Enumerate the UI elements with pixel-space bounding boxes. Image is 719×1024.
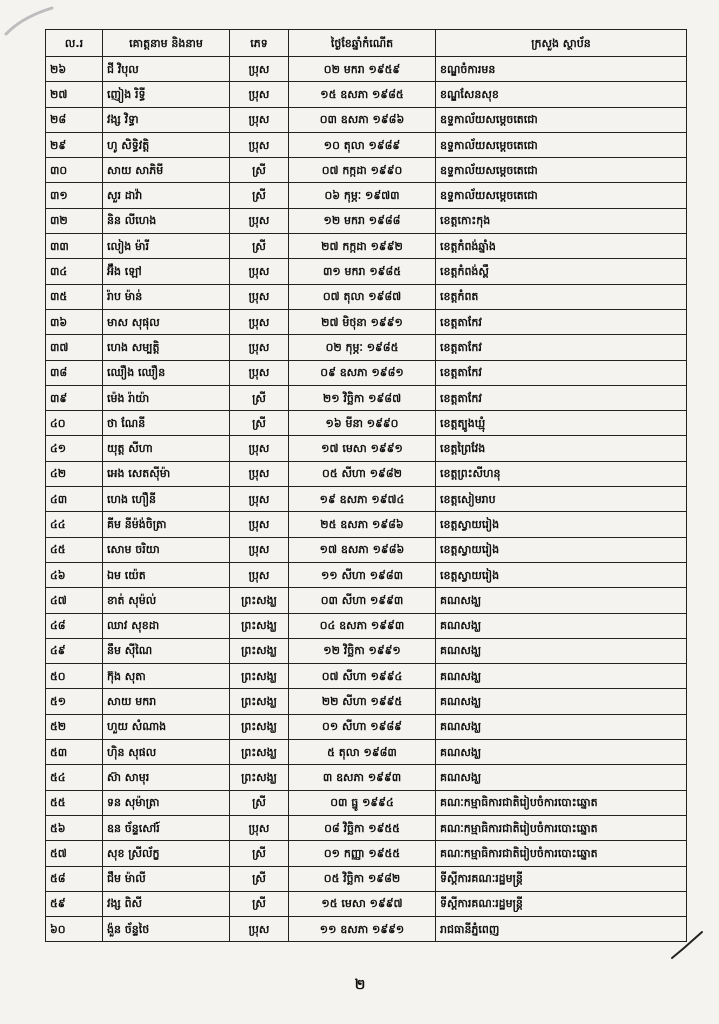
table-row — [46, 309, 687, 334]
table-row — [46, 487, 687, 512]
cell-no: ៥១ — [46, 689, 103, 714]
cell-no: ៣១ — [46, 183, 103, 208]
cell-dob: ០៩ ឧសភា ១៩៨១ — [289, 360, 436, 385]
cell-dob: ០១ សីហា ១៩៨៩ — [289, 714, 436, 739]
cell-org: ខណ្ឌចំការមន — [436, 57, 687, 82]
pen-tick-mark — [670, 928, 704, 962]
cell-org: ខេត្តស្វាយរៀង — [436, 537, 687, 562]
cell-org: គណសង្ឃ — [436, 613, 687, 638]
cell-sex: ប្រុស — [230, 360, 289, 385]
cell-org: គណសង្ឃ — [436, 740, 687, 765]
cell-no: ៤៩ — [46, 638, 103, 663]
table-row — [46, 866, 687, 891]
cell-name: ង៉ួន ច័ន្ទថៃ — [103, 917, 230, 942]
cell-org: ខេត្តកំពត — [436, 284, 687, 309]
cell-dob: ០២ មករា ១៩៥៩ — [289, 57, 436, 82]
cell-sex: ព្រះសង្ឃ — [230, 689, 289, 714]
cell-no: ៤៦ — [46, 562, 103, 587]
table-row — [46, 411, 687, 436]
cell-no: ៥៦ — [46, 815, 103, 840]
cell-no: ៥៧ — [46, 841, 103, 866]
cell-org: រាជធានីភ្នំពេញ — [436, 917, 687, 942]
cell-dob: ១៦ មីនា ១៩៩០ — [289, 411, 436, 436]
cell-org: ខេត្តព្រៃវែង — [436, 436, 687, 461]
cell-name: មាស សុផុល — [103, 309, 230, 334]
cell-dob: ០១ កញ្ញា ១៩៥៥ — [289, 841, 436, 866]
table-row — [46, 790, 687, 815]
table-row — [46, 461, 687, 486]
cell-org: គណសង្ឃ — [436, 588, 687, 613]
table-row — [46, 537, 687, 562]
cell-sex: ស្រី — [230, 183, 289, 208]
table-row — [46, 841, 687, 866]
cell-dob: ១៧ ឧសភា ១៩៨៦ — [289, 537, 436, 562]
cell-sex: ប្រុស — [230, 512, 289, 537]
cell-sex: ព្រះសង្ឃ — [230, 638, 289, 663]
table-row — [46, 234, 687, 259]
cell-sex: ប្រុស — [230, 57, 289, 82]
cell-org: ខេត្តកំពង់ឆ្នាំង — [436, 234, 687, 259]
cell-name: ឯម យ៉េត — [103, 562, 230, 587]
table-row — [46, 107, 687, 132]
cell-name: ឧន ច័ន្ទសៅរ៍ — [103, 815, 230, 840]
cell-org: ខេត្តតាកែវ — [436, 335, 687, 360]
cell-name: សាយ សាភិមី — [103, 158, 230, 183]
cell-name: វង្ស វិទ្ធា — [103, 107, 230, 132]
cell-no: ៣៣ — [46, 234, 103, 259]
cell-org: ទីស្តីការគណៈរដ្ឋមន្ត្រី — [436, 891, 687, 916]
cell-dob: ២៧ កក្កដា ១៩៩២ — [289, 234, 436, 259]
cell-dob: ០៧ តុលា ១៩៨៧ — [289, 284, 436, 309]
cell-dob: ០៧ សីហា ១៩៩៤ — [289, 664, 436, 689]
cell-org: ខេត្តកំពង់ស្ពឺ — [436, 259, 687, 284]
attendee-table — [45, 29, 687, 942]
table-row — [46, 360, 687, 385]
cell-sex: ព្រះសង្ឃ — [230, 765, 289, 790]
cell-sex: ស្រី — [230, 234, 289, 259]
cell-no: ២៧ — [46, 82, 103, 107]
cell-sex: ប្រុស — [230, 436, 289, 461]
cell-no: ៥៤ — [46, 765, 103, 790]
table-row — [46, 385, 687, 410]
cell-name: វង្ស ពិសី — [103, 891, 230, 916]
cell-no: ៤៤ — [46, 512, 103, 537]
cell-org: ខេត្តស្វាយរៀង — [436, 512, 687, 537]
cell-org: គណសង្ឃ — [436, 689, 687, 714]
cell-sex: ប្រុស — [230, 815, 289, 840]
cell-no: ៣៨ — [46, 360, 103, 385]
cell-sex: ព្រះសង្ឃ — [230, 613, 289, 638]
cell-dob: ៣១ មករា ១៩៨៥ — [289, 259, 436, 284]
cell-dob: ០២ កុម្ភៈ ១៩៨៥ — [289, 335, 436, 360]
cell-name: ក៊ុង សុតា — [103, 664, 230, 689]
cell-sex: ប្រុស — [230, 82, 289, 107]
cell-no: ៤៨ — [46, 613, 103, 638]
cell-dob: ១៧ មេសា ១៩៩១ — [289, 436, 436, 461]
cell-sex: ប្រុស — [230, 917, 289, 942]
cell-org: គណសង្ឃ — [436, 714, 687, 739]
header-org: ក្រសួង ស្ថាប័ន — [436, 30, 687, 57]
cell-name: គីម នីម៉ង់ចិត្រា — [103, 512, 230, 537]
cell-dob: ២៧ មិថុនា ១៩៩១ — [289, 309, 436, 334]
header-name: គោត្តនាម និងនាម — [103, 30, 230, 57]
cell-name: ហ៊ិន សុផល — [103, 740, 230, 765]
table-row — [46, 82, 687, 107]
cell-no: ៣៤ — [46, 259, 103, 284]
cell-name: ហួយ សំណាង — [103, 714, 230, 739]
cell-no: ៤១ — [46, 436, 103, 461]
cell-org: គណៈកម្មាធិការជាតិរៀបចំការបោះឆ្នោត — [436, 790, 687, 815]
cell-name: អ៊ឹង ឡៅ — [103, 259, 230, 284]
cell-sex: ស្រី — [230, 790, 289, 815]
cell-org: ខេត្តកោះកុង — [436, 208, 687, 233]
table-row — [46, 512, 687, 537]
cell-name: ឈឿង ឈឿន — [103, 360, 230, 385]
cell-no: ៣៥ — [46, 284, 103, 309]
cell-dob: ០៧ កក្កដា ១៩៩០ — [289, 158, 436, 183]
cell-org: ខេត្តត្បូងឃ្មុំ — [436, 411, 687, 436]
cell-no: ៥២ — [46, 714, 103, 739]
cell-org: គណៈកម្មាធិការជាតិរៀបចំការបោះឆ្នោត — [436, 815, 687, 840]
table-row — [46, 132, 687, 157]
cell-sex: ស្រី — [230, 158, 289, 183]
cell-org: ខេត្តសៀមរាប — [436, 487, 687, 512]
cell-org: ឧទ្ទកាល័យសម្តេចតេជោ — [436, 158, 687, 183]
cell-name: ម៉េង រ៉ាយ៉ា — [103, 385, 230, 410]
cell-name: ស៊ា សាមុរ — [103, 765, 230, 790]
header-dob: ថ្ងៃខែឆ្នាំកំណើត — [289, 30, 436, 57]
cell-sex: ប្រុស — [230, 335, 289, 360]
cell-sex: ប្រុស — [230, 107, 289, 132]
table-body — [46, 57, 687, 942]
cell-no: ៤៥ — [46, 537, 103, 562]
table-row — [46, 57, 687, 82]
cell-name: ថា ណែនី — [103, 411, 230, 436]
table-row — [46, 562, 687, 587]
cell-org: ខេត្តព្រះសីហនុ — [436, 461, 687, 486]
table-row — [46, 917, 687, 942]
cell-no: ៥៩ — [46, 891, 103, 916]
cell-name: ញៀង រិទ្ធី — [103, 82, 230, 107]
table-row — [46, 588, 687, 613]
cell-no: ៣៧ — [46, 335, 103, 360]
cell-sex: ស្រី — [230, 866, 289, 891]
cell-name: ឈាវ សុខដា — [103, 613, 230, 638]
cell-name: រ៉ាប ម៉ាន់ — [103, 284, 230, 309]
cell-sex: ព្រះសង្ឃ — [230, 740, 289, 765]
cell-sex: ប្រុស — [230, 259, 289, 284]
cell-no: ៤៧ — [46, 588, 103, 613]
cell-name: សួរ ដាវ៉ា — [103, 183, 230, 208]
cell-org: ខេត្តតាកែវ — [436, 360, 687, 385]
cell-sex: ប្រុស — [230, 309, 289, 334]
cell-dob: ១១ ឧសភា ១៩៩១ — [289, 917, 436, 942]
cell-org: ខណ្ឌសែនសុខ — [436, 82, 687, 107]
table-header-row — [46, 30, 687, 57]
cell-name: នឹម ស៊ីណៃ — [103, 638, 230, 663]
cell-sex: ប្រុស — [230, 461, 289, 486]
cell-sex: ប្រុស — [230, 562, 289, 587]
cell-sex: ប្រុស — [230, 537, 289, 562]
cell-dob: ២១ វិច្ឆិកា ១៩៨៧ — [289, 385, 436, 410]
cell-name: ទន សុម៉ាត្រា — [103, 790, 230, 815]
cell-no: ៥៣ — [46, 740, 103, 765]
cell-dob: ១០ តុលា ១៩៨៩ — [289, 132, 436, 157]
cell-org: ខេត្តតាកែវ — [436, 309, 687, 334]
cell-no: ៣២ — [46, 208, 103, 233]
cell-sex: ស្រី — [230, 891, 289, 916]
cell-sex: ប្រុស — [230, 132, 289, 157]
cell-dob: ១២ មករា ១៩៨៨ — [289, 208, 436, 233]
cell-name: សាយ មករា — [103, 689, 230, 714]
cell-dob: ២៥ ឧសភា ១៩៨៦ — [289, 512, 436, 537]
cell-sex: ស្រី — [230, 411, 289, 436]
table-row — [46, 740, 687, 765]
cell-no: ៣៦ — [46, 309, 103, 334]
cell-dob: ០៣ ធ្នូ ១៩៩៤ — [289, 790, 436, 815]
table-row — [46, 891, 687, 916]
cell-no: ២៩ — [46, 132, 103, 157]
cell-no: ២៦ — [46, 57, 103, 82]
cell-name: លៀង ម៉ារី — [103, 234, 230, 259]
cell-no: ៥៥ — [46, 790, 103, 815]
cell-sex: ព្រះសង្ឃ — [230, 664, 289, 689]
cell-dob: ៥ តុលា ១៩៨៣ — [289, 740, 436, 765]
cell-dob: ០៤ ឧសភា ១៩៩៣ — [289, 613, 436, 638]
table-row — [46, 638, 687, 663]
cell-no: ៣៩ — [46, 385, 103, 410]
cell-org: ឧទ្ទកាល័យសម្តេចតេជោ — [436, 183, 687, 208]
cell-dob: ៣ ឧសភា ១៩៩៣ — [289, 765, 436, 790]
cell-name: និន លីហេង — [103, 208, 230, 233]
cell-no: ៥០ — [46, 664, 103, 689]
cell-org: ឧទ្ទកាល័យសម្តេចតេជោ — [436, 107, 687, 132]
table-row — [46, 765, 687, 790]
page-number: ២ — [354, 977, 366, 993]
header-sex: ភេទ — [230, 30, 289, 57]
cell-dob: ១២ វិច្ឆិកា ១៩៩១ — [289, 638, 436, 663]
cell-dob: ១៩ ឧសភា ១៩៧៤ — [289, 487, 436, 512]
table-row — [46, 714, 687, 739]
cell-sex: ព្រះសង្ឃ — [230, 714, 289, 739]
cell-dob: ១១ សីហា ១៩៨៣ — [289, 562, 436, 587]
cell-name: ហេង ហឿនី — [103, 487, 230, 512]
cell-no: ២៨ — [46, 107, 103, 132]
table-row — [46, 664, 687, 689]
cell-name: អេង សេតស៊ីម៉ា — [103, 461, 230, 486]
cell-dob: ០៦ កុម្ភៈ ១៩៧៣ — [289, 183, 436, 208]
cell-name: យុត្ត សីហា — [103, 436, 230, 461]
cell-sex: ប្រុស — [230, 284, 289, 309]
table-row — [46, 208, 687, 233]
cell-no: ៥៨ — [46, 866, 103, 891]
cell-name: ហេង សម្បត្តិ — [103, 335, 230, 360]
cell-name: សុខ ស្រីល័ក្ខ — [103, 841, 230, 866]
cell-org: គណសង្ឃ — [436, 638, 687, 663]
cell-sex: ប្រុស — [230, 208, 289, 233]
cell-dob: ១៥ ឧសភា ១៩៨៥ — [289, 82, 436, 107]
table-row — [46, 815, 687, 840]
header-no: ល.រ — [46, 30, 103, 57]
table-row — [46, 436, 687, 461]
cell-dob: ២២ សីហា ១៩៩៥ — [289, 689, 436, 714]
cell-no: ៤០ — [46, 411, 103, 436]
table-row — [46, 158, 687, 183]
cell-dob: ០៥ សីហា ១៩៨២ — [289, 461, 436, 486]
cell-name: ជឹម ម៉ាលី — [103, 866, 230, 891]
table-row — [46, 689, 687, 714]
cell-no: ៦០ — [46, 917, 103, 942]
cell-name: សោម ចរិយា — [103, 537, 230, 562]
table-row — [46, 335, 687, 360]
cell-org: គណៈកម្មាធិការជាតិរៀបចំការបោះឆ្នោត — [436, 841, 687, 866]
cell-name: ខាត់ សុម៉ល់ — [103, 588, 230, 613]
cell-org: ខេត្តតាកែវ — [436, 385, 687, 410]
table-row — [46, 284, 687, 309]
cell-dob: ០៨ វិច្ឆិកា ១៩៥៥ — [289, 815, 436, 840]
table-row — [46, 613, 687, 638]
cell-dob: ០៣ សីហា ១៩៩៣ — [289, 588, 436, 613]
cell-no: ៣០ — [46, 158, 103, 183]
cell-name: ហូ សិទ្ធិវត្តិ — [103, 132, 230, 157]
table-row — [46, 183, 687, 208]
cell-sex: ស្រី — [230, 385, 289, 410]
cell-dob: ១៥ មេសា ១៩៩៧ — [289, 891, 436, 916]
cell-org: គណសង្ឃ — [436, 765, 687, 790]
cell-name: ជី វិបុល — [103, 57, 230, 82]
cell-org: ឧទ្ទកាល័យសម្តេចតេជោ — [436, 132, 687, 157]
cell-sex: ព្រះសង្ឃ — [230, 588, 289, 613]
cell-org: ទីស្តីការគណៈរដ្ឋមន្ត្រី — [436, 866, 687, 891]
cell-sex: ស្រី — [230, 841, 289, 866]
cell-dob: ០៥ វិច្ឆិកា ១៩៨២ — [289, 866, 436, 891]
cell-sex: ប្រុស — [230, 487, 289, 512]
cell-no: ៤៣ — [46, 487, 103, 512]
table-row — [46, 259, 687, 284]
cell-org: ខេត្តស្វាយរៀង — [436, 562, 687, 587]
cell-dob: ០៣ ឧសភា ១៩៨៦ — [289, 107, 436, 132]
cell-no: ៤២ — [46, 461, 103, 486]
cell-org: គណសង្ឃ — [436, 664, 687, 689]
